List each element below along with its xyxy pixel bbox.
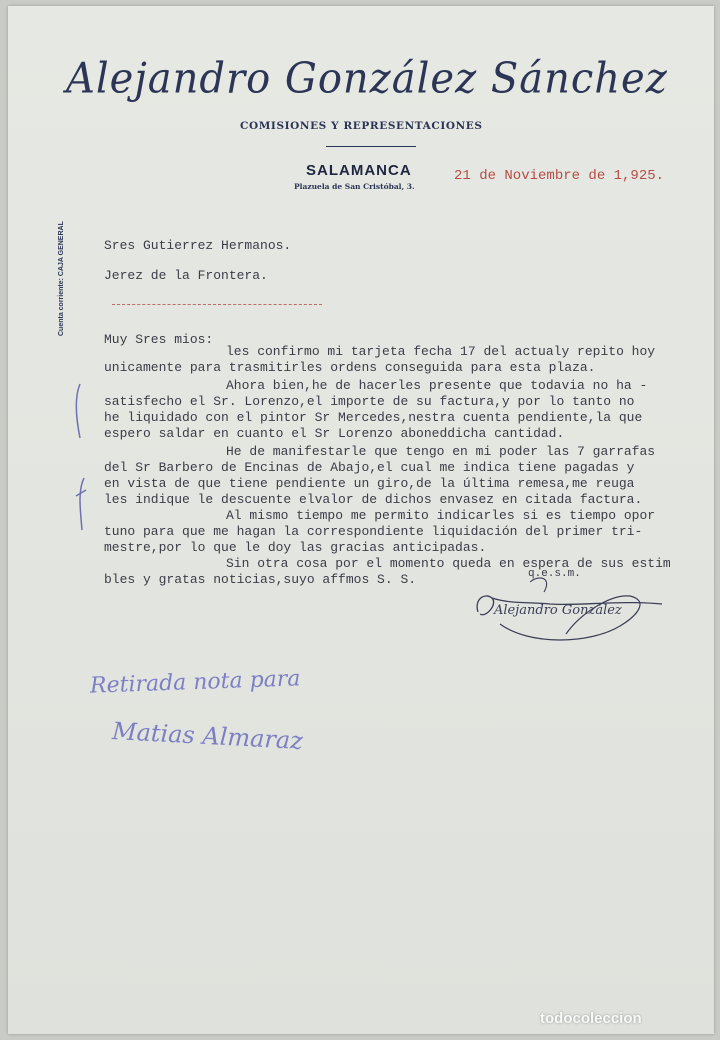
handwritten-note-line2: Matias Almaraz (111, 717, 304, 755)
body-line: unicamente para trasmitirles ordens conseguida para esta plaza. (104, 360, 596, 375)
body-line: bles y gratas noticias,suyo affmos S. S. (104, 572, 417, 587)
body-line: les confirmo mi tarjeta fecha 17 del actualy repito hoy (226, 344, 656, 359)
body-line: He de manifestarle que tengo en mi poder las 7 garrafas (226, 444, 656, 459)
recipient-name: Sres Gutierrez Hermanos. (104, 238, 292, 253)
letterhead-address: Plazuela de San Cristóbal, 3. (294, 182, 415, 191)
letter-paper (8, 6, 714, 1034)
body-line: he liquidado con el pintor Sr Mercedes,nestra cuenta pendiente,la que (104, 410, 643, 425)
svg-text:Alejandro González: Alejandro González (494, 603, 622, 618)
watermark-logo: todocoleccion (540, 1010, 642, 1027)
body-line: tuno para que me hagan la correspondiente liquidación del primer tri- (104, 524, 643, 539)
body-line: Sin otra cosa por el momento queda en espera de sus estim (226, 556, 671, 571)
letterhead-name: Alejandro González Sánchez (66, 54, 668, 104)
signature (470, 574, 676, 648)
body-line: mestre,por lo que le doy las gracias anticipadas. (104, 540, 487, 555)
side-note-account: Cuenta corriente: CAJA GENERAL (58, 221, 65, 336)
letter-date: 21 de Noviembre de 1,925. (454, 168, 665, 184)
margin-pen-mark (70, 378, 94, 538)
recipient-divider (112, 304, 322, 305)
body-line: les indique le descuente elvalor de dichos envasez en citada factura. (104, 492, 643, 507)
letterhead-city: SALAMANCA (306, 162, 412, 179)
letterhead-subtitle: COMISIONES Y REPRESENTACIONES (240, 120, 483, 132)
body-line: en vista de que tiene pendiente un giro,de la última remesa,me reuga (104, 476, 635, 491)
letterhead-divider (326, 146, 416, 147)
salutation: Muy Sres mios: (104, 332, 214, 347)
body-line: satisfecho el Sr. Lorenzo,el importe de su factura,y por lo tanto no (104, 394, 635, 409)
body-line: del Sr Barbero de Encinas de Abajo,el cual me indica tiene pagadas y (104, 460, 635, 475)
body-line: Al mismo tiempo me permito indicarles si es tiempo opor (226, 508, 656, 523)
body-line: Ahora bien,he de hacerles presente que todavia no ha - (226, 378, 648, 393)
handwritten-note-line1: Retirada nota para (89, 666, 301, 699)
recipient-city: Jerez de la Frontera. (104, 268, 268, 283)
closing-abbrev: q.e.s.m. (528, 568, 581, 580)
body-line: espero saldar en cuanto el Sr Lorenzo aboneddicha cantidad. (104, 426, 565, 441)
